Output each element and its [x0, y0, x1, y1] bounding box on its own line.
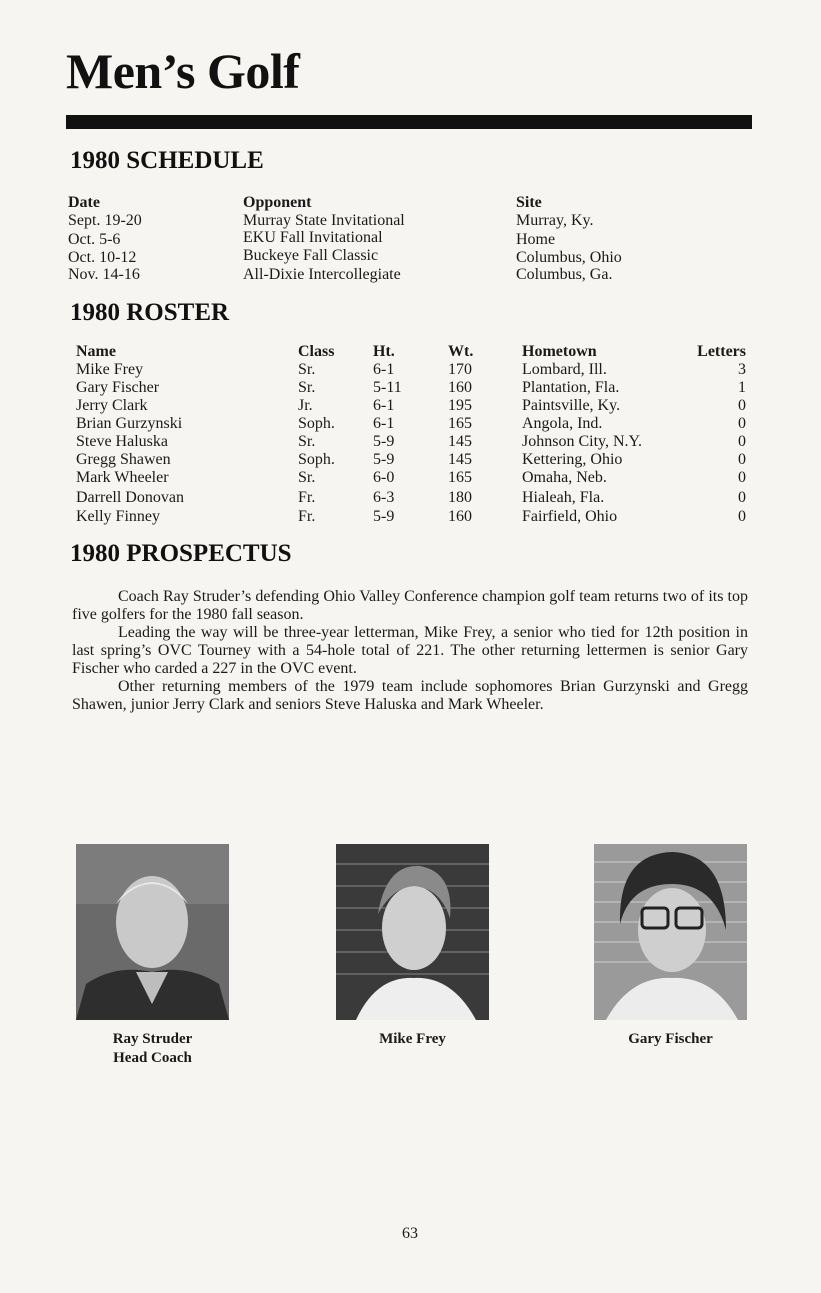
- roster-name: Kelly Finney: [76, 508, 160, 525]
- roster-header-height: Ht.: [373, 343, 395, 360]
- roster-hometown: Plantation, Fla.: [522, 379, 620, 396]
- roster-name: Gary Fischer: [76, 379, 160, 396]
- roster-height: 6-1: [373, 415, 395, 432]
- schedule-row-date: Sept. 19-20: [68, 212, 142, 229]
- roster-hometown: Paintsville, Ky.: [522, 397, 621, 414]
- roster-hometown: Omaha, Neb.: [522, 469, 607, 486]
- roster-weight: 170: [448, 361, 472, 378]
- roster-weight: 180: [448, 489, 472, 506]
- roster-weight: 145: [448, 451, 472, 468]
- schedule-header-site: Site: [516, 194, 542, 211]
- roster-letters: 0: [738, 397, 746, 414]
- roster-header-name: Name: [76, 343, 116, 360]
- schedule-row-site: Murray, Ky.: [516, 212, 594, 229]
- roster-class: Sr.: [298, 469, 316, 486]
- coach-title: Head Coach: [113, 1050, 192, 1066]
- roster-class: Jr.: [298, 397, 313, 414]
- roster-weight: 165: [448, 469, 472, 486]
- roster-class: Fr.: [298, 489, 316, 506]
- roster-letters: 0: [738, 415, 746, 432]
- roster-header-weight: Wt.: [448, 343, 474, 360]
- schedule-row-opponent: All-Dixie Intercollegiate: [243, 266, 401, 283]
- prospectus-paragraph: Other returning members of the 1979 team include sophomores Brian Gurzynski and Gregg Shawen, junior Jerry Clark and seniors Steve Haluska and Mark Wheeler.: [72, 678, 748, 713]
- roster-height: 5-9: [373, 451, 395, 468]
- page-title: Men’s Golf: [66, 43, 300, 99]
- coach-photo: [76, 844, 229, 1020]
- roster-class: Fr.: [298, 508, 316, 525]
- roster-heading: 1980 ROSTER: [70, 299, 230, 326]
- coach-name: Ray Struder: [112, 1031, 193, 1047]
- roster-name: Mark Wheeler: [76, 469, 169, 486]
- schedule-row-date: Nov. 14-16: [68, 266, 140, 283]
- schedule-header-date: Date: [68, 194, 100, 211]
- schedule-header-opponent: Opponent: [243, 194, 312, 211]
- mike-frey-photo: [336, 844, 489, 1020]
- roster-header-hometown: Hometown: [522, 343, 597, 360]
- prospectus-paragraph: Leading the way will be three-year letterman, Mike Frey, a senior who tied for 12th position in last spring’s OVC Tourney with a 54-hole total of 221. The other returning lettermen is senior Gary Fischer who carded a 227 in the OVC event.: [72, 624, 748, 677]
- schedule-row-site: Columbus, Ga.: [516, 266, 613, 283]
- roster-height: 6-0: [373, 469, 395, 486]
- roster-letters: 0: [738, 433, 746, 450]
- roster-name: Steve Haluska: [76, 433, 168, 450]
- roster-weight: 160: [448, 508, 472, 525]
- roster-weight: 195: [448, 397, 472, 414]
- roster-height: 6-1: [373, 361, 395, 378]
- gary-fischer-photo: [594, 844, 747, 1020]
- roster-hometown: Angola, Ind.: [522, 415, 603, 432]
- roster-class: Sr.: [298, 361, 316, 378]
- roster-height: 6-3: [373, 489, 395, 506]
- prospectus-paragraph: Coach Ray Struder’s defending Ohio Valley Conference champion golf team returns two of its top five golfers for the 1980 fall season.: [72, 588, 748, 623]
- roster-height: 5-11: [373, 379, 402, 396]
- roster-class: Soph.: [298, 451, 335, 468]
- roster-letters: 0: [738, 469, 746, 486]
- roster-hometown: Lombard, Ill.: [522, 361, 607, 378]
- roster-height: 5-9: [373, 508, 395, 525]
- roster-hometown: Hialeah, Fla.: [522, 489, 605, 506]
- roster-header-letters: Letters: [697, 343, 746, 360]
- roster-hometown: Kettering, Ohio: [522, 451, 623, 468]
- roster-letters: 0: [738, 508, 746, 525]
- roster-letters: 1: [738, 379, 746, 396]
- roster-height: 6-1: [373, 397, 395, 414]
- roster-weight: 165: [448, 415, 472, 432]
- roster-header-class: Class: [298, 343, 335, 360]
- title-rule: [66, 115, 752, 129]
- schedule-row-opponent: EKU Fall Invitational: [243, 229, 383, 246]
- roster-letters: 0: [738, 451, 746, 468]
- schedule-heading: 1980 SCHEDULE: [70, 147, 264, 174]
- roster-class: Sr.: [298, 433, 316, 450]
- coach-caption: [76, 1030, 229, 1068]
- gary-fischer-caption: Gary Fischer: [628, 1031, 713, 1047]
- roster-name: Mike Frey: [76, 361, 144, 378]
- schedule-row-opponent: Murray State Invitational: [243, 212, 405, 229]
- schedule-row-opponent: Buckeye Fall Classic: [243, 247, 379, 264]
- roster-hometown: Fairfield, Ohio: [522, 508, 618, 525]
- roster-weight: 145: [448, 433, 472, 450]
- roster-letters: 0: [738, 489, 746, 506]
- schedule-row-date: Oct. 5-6: [68, 231, 121, 248]
- roster-class: Soph.: [298, 415, 335, 432]
- page-number: 63: [402, 1225, 418, 1242]
- prospectus-heading: 1980 PROSPECTUS: [70, 540, 292, 567]
- roster-name: Darrell Donovan: [76, 489, 184, 506]
- roster-height: 5-9: [373, 433, 395, 450]
- mike-frey-caption: Mike Frey: [379, 1031, 446, 1047]
- roster-name: Gregg Shawen: [76, 451, 171, 468]
- roster-name: Jerry Clark: [76, 397, 148, 414]
- schedule-row-date: Oct. 10-12: [68, 249, 137, 266]
- roster-name: Brian Gurzynski: [76, 415, 183, 432]
- schedule-row-site: Columbus, Ohio: [516, 249, 622, 266]
- roster-hometown: Johnson City, N.Y.: [522, 433, 643, 450]
- roster-class: Sr.: [298, 379, 316, 396]
- schedule-row-site: Home: [516, 231, 556, 248]
- roster-letters: 3: [738, 361, 746, 378]
- roster-weight: 160: [448, 379, 472, 396]
